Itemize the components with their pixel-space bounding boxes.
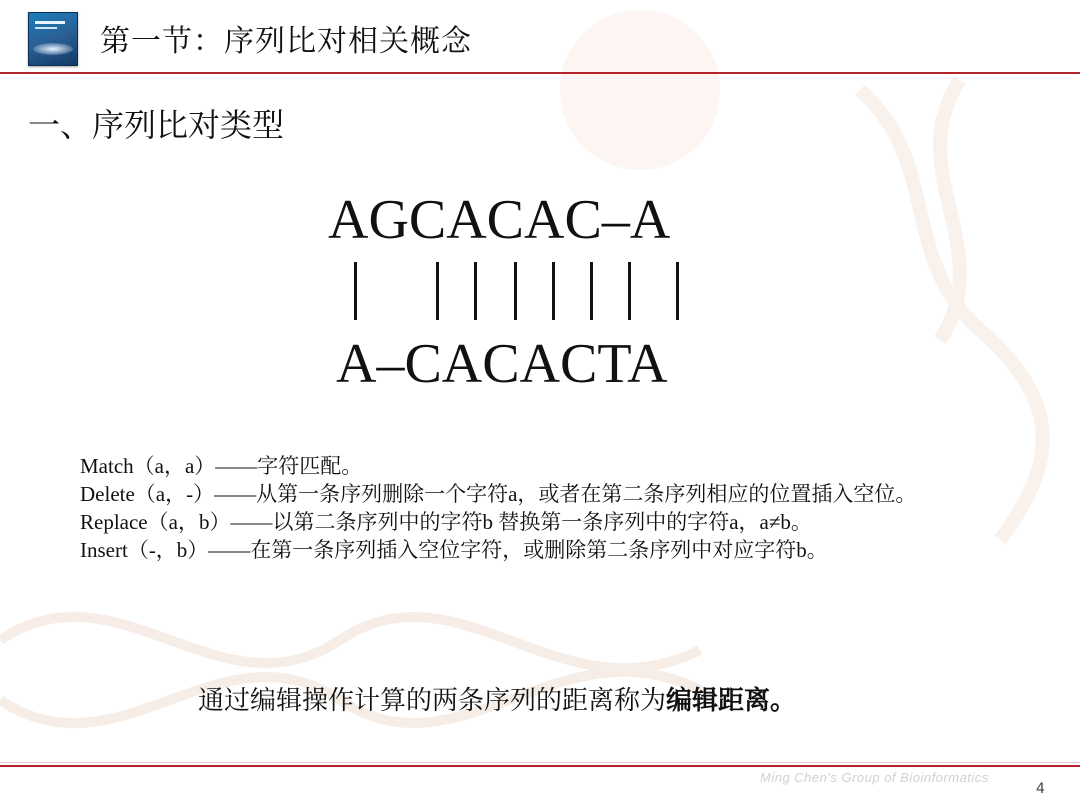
book-cover-subtitle-stripe — [35, 27, 57, 29]
slide-title: 第一节：序列比对相关概念 — [100, 24, 472, 59]
header-divider — [0, 72, 1080, 74]
operation-replace: Replace（a，b）——以第二条序列中的字符b 替换第一条序列中的字符a，a≠b。 — [80, 510, 812, 534]
match-bar — [628, 262, 631, 320]
match-bar — [676, 262, 679, 320]
match-bar — [474, 262, 477, 320]
summary-emphasis: 编辑距离。 — [666, 686, 797, 715]
group-watermark: Ming Chen's Group of Bioinformatics — [760, 770, 989, 785]
footer-divider — [0, 765, 1080, 767]
match-bar — [436, 262, 439, 320]
match-bar — [590, 262, 593, 320]
match-bar — [514, 262, 517, 320]
alignment-bottom-sequence: A–CACACTA — [336, 333, 668, 395]
edit-distance-summary — [198, 680, 796, 717]
match-bar — [552, 262, 555, 320]
edit-operations-list — [80, 452, 1060, 564]
alignment-top-sequence: AGCACAC–A — [328, 189, 671, 251]
alignment-match-bars — [328, 262, 700, 332]
sequence-alignment-figure — [328, 186, 700, 398]
operation-insert: Insert（-，b）——在第一条序列插入空位字符，或删除第二条序列中对应字符b。 — [80, 538, 828, 562]
operation-match: Match（a，a）——字符匹配。 — [80, 454, 363, 478]
page-number: 4 — [1036, 781, 1045, 797]
book-cover-title-stripe — [35, 21, 65, 24]
summary-text: 通过编辑操作计算的两条序列的距离称为 — [198, 686, 667, 715]
section-heading: 一、序列比对类型 — [28, 106, 285, 144]
footer-divider-light — [0, 762, 1080, 763]
match-bar — [354, 262, 357, 320]
operation-delete: Delete（a，-）——从第一条序列删除一个字符a，或者在第二条序列相应的位置插入空位。 — [80, 482, 917, 506]
book-cover-icon — [28, 12, 78, 66]
book-cover-wave — [33, 43, 73, 55]
